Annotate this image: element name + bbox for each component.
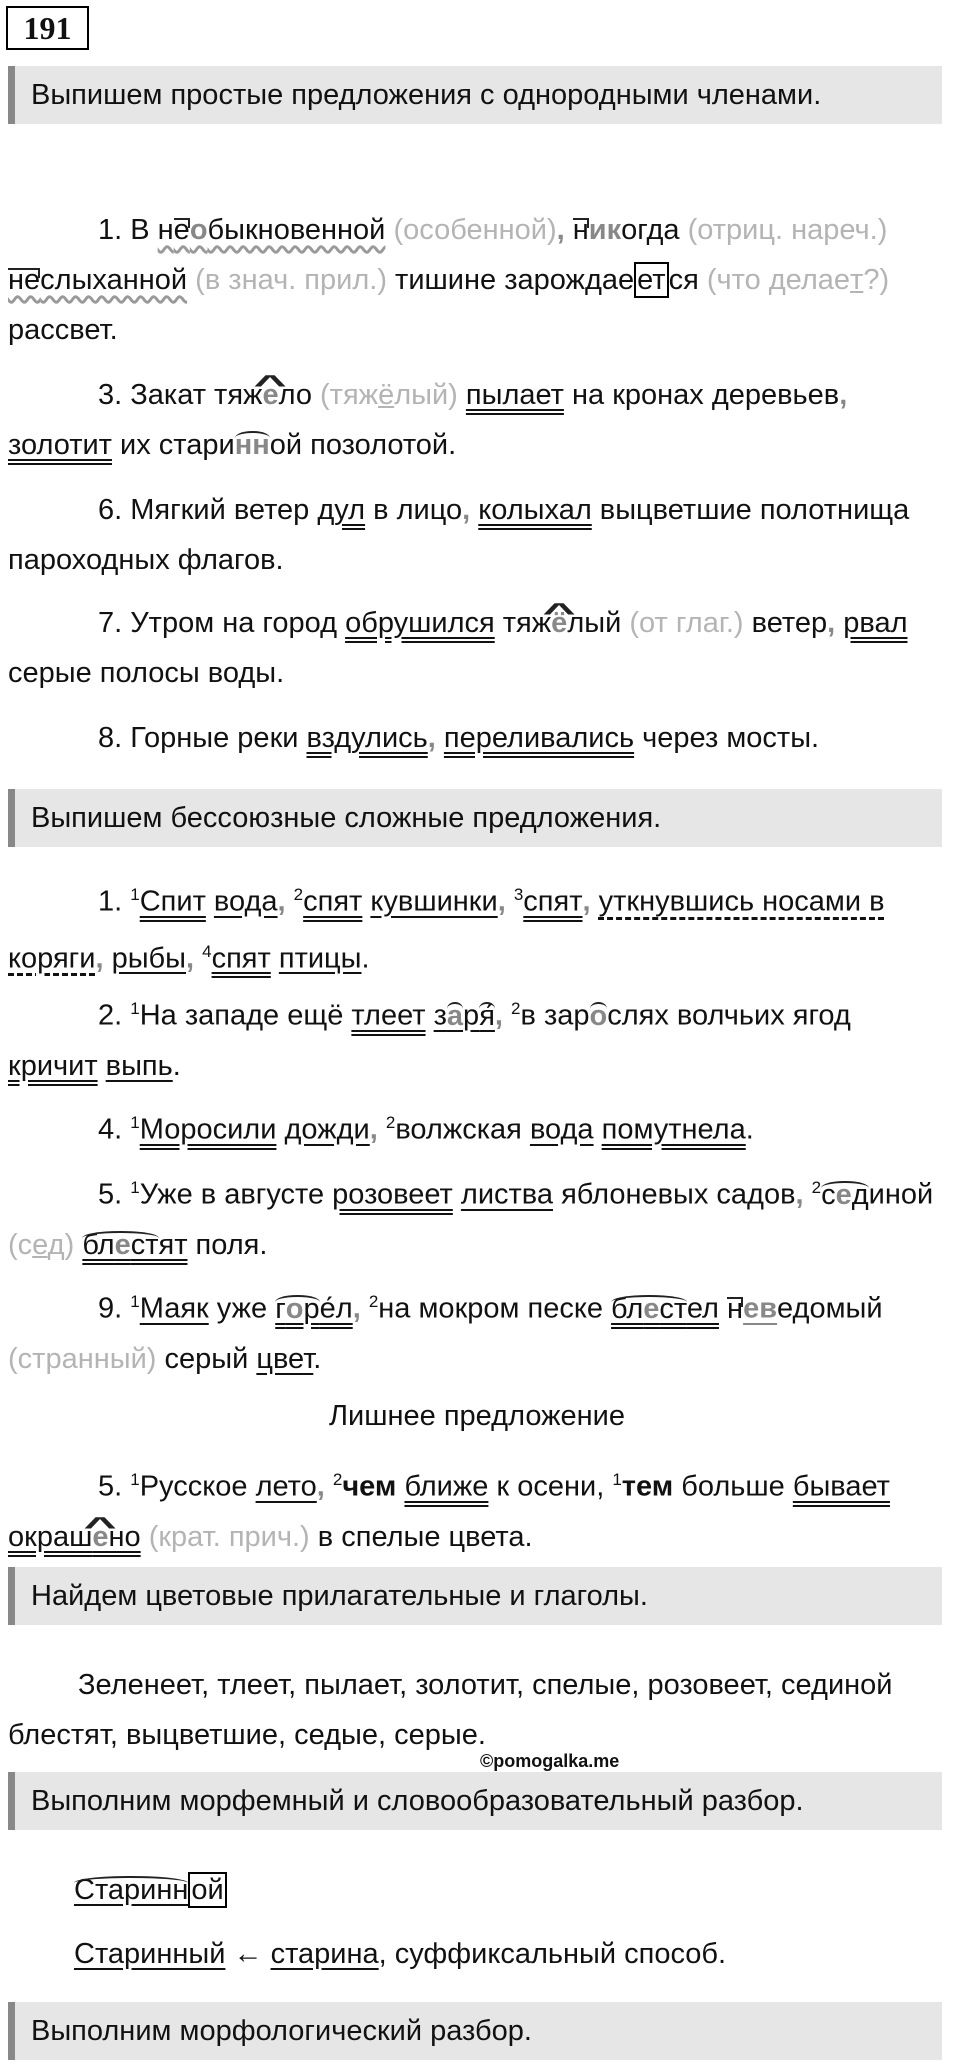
section-header-color-words: Найдем цветовые прилагательные и глаголы.: [8, 1567, 942, 1625]
derivation-method: , суффиксальный способ.: [378, 1938, 727, 1970]
color-words-list: Зеленеет, тлеет, пылает, золотит, спелые, розовеет, сединой блестят, выцветшие, седые, серые.: [8, 1669, 893, 1751]
sentence-3: 3. Закат тяж^ ело (тяжёлый) пылает на кронах деревьев, золотит их старинной позолотой.: [8, 370, 946, 470]
morpheme-analysis: [74, 1865, 960, 1915]
watermark: ©pomogalka.me: [480, 1751, 620, 1771]
sentence-7: 7. Утром на город обрушился тяж^ ёлый (от глаг.) ветер, рвал серые полосы воды.: [8, 598, 946, 698]
sentence-6: 6. Мягкий ветер дул в лицо, колыхал выцветшие полотнища пароходных флагов.: [8, 494, 910, 576]
bss-sentence-2: 2. $^1$На западе ещё тлеет заря́, $^2$в зарослях волчьих ягод кричит выпь.: [8, 999, 851, 1082]
derivation-analysis: [74, 1929, 960, 1979]
morpheme-word: [74, 1874, 188, 1906]
bss-sentence-9: 9. $^1$Маяк уже горе́л, $^2$на мокром песке блестел неведомый (странный) серый цвет.: [8, 1292, 883, 1375]
sentence-8: 8. Горные реки вздулись, переливались через мосты.: [98, 722, 820, 754]
derivation-base: старина: [270, 1938, 379, 1970]
derivation-word: Старинный: [74, 1938, 226, 1970]
morpheme-ending: ой: [188, 1872, 226, 1908]
bss-sentence-4: 4. $^1$Моросили дожди, $^2$волжская вода помутнела.: [98, 1113, 754, 1146]
bss-sentence-1: 1. $^1$Спит вода, $^2$спят кувшинки, $^3$спят, уткнувшись носами в коряги, рыбы, $^4$спят птицы.: [8, 885, 885, 975]
section-header-morpheme: Выполним морфемный и словообразовательный разбор.: [8, 1772, 942, 1830]
section-header-simple-sentences: Выпишем простые предложения с однородными членами.: [8, 66, 942, 124]
morpheme-root: Старинн: [74, 1874, 189, 1906]
extra-sentence-5: 5. $^1$Русское лето, $^2$чем ближе к осени, $^1$тем больше бывает окраш^ ено (крат. прич.) в спелые цвета.: [8, 1455, 946, 1562]
task-number: 191: [6, 6, 89, 50]
sentence-1: 1. В необыкновенной (особенной), никогда (отриц. нареч.) неслыханной (в знач. прил.) тишине зарождаe ет ся (что делаeт?) рассвет.: [8, 214, 890, 346]
section-header-asyndetic: Выпишем бессоюзные сложные предложения.: [8, 789, 942, 847]
section-header-morphology: Выполним морфологический разбор.: [8, 2002, 942, 2060]
bss-sentence-5: 5. $^1$Уже в августе розовеет листва яблоневых садов, $^2$сединой (сед) блестят поля.: [8, 1178, 934, 1261]
arrow-left-icon: ←: [233, 1938, 263, 1970]
extra-sentence-label: Лишнее предложение: [329, 1400, 625, 1432]
